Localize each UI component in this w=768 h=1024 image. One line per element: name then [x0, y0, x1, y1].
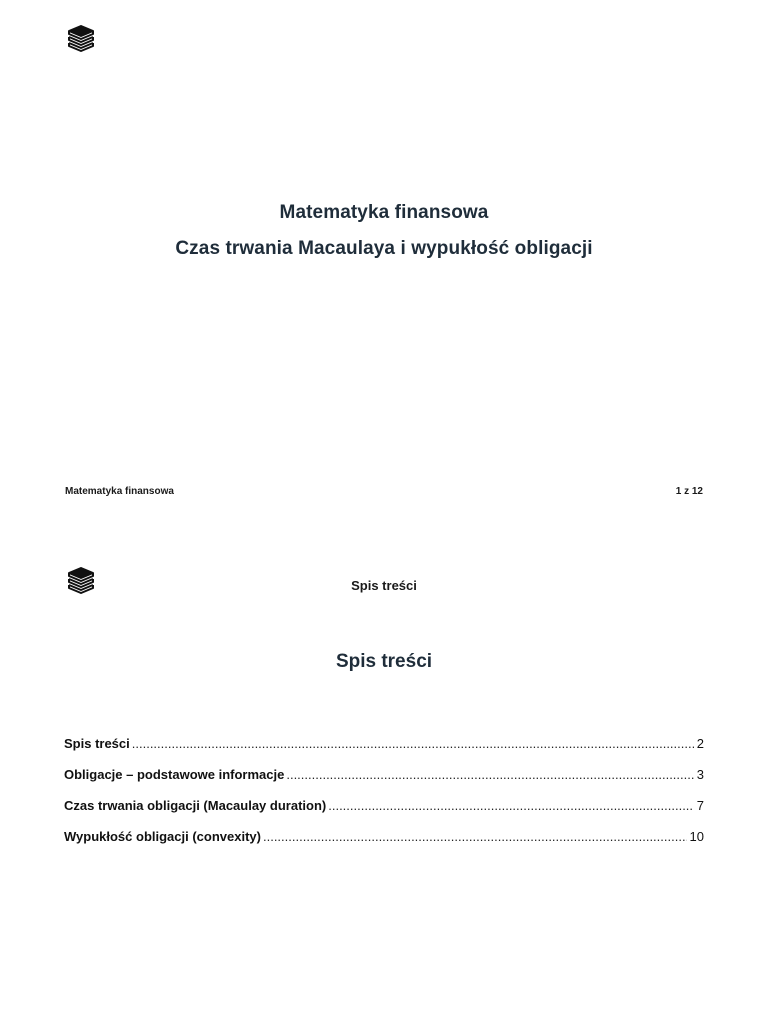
- toc-dot-leader: [132, 736, 694, 751]
- document-title: Matematyka finansowa: [279, 202, 489, 223]
- page-footer-title: Matematyka finansowa: [65, 486, 174, 497]
- toc-entry[interactable]: [64, 736, 704, 767]
- toc-entry-page[interactable]: 10: [689, 829, 704, 844]
- document-subtitle: Czas trwania Macaulaya i wypukłość obligacji: [175, 238, 593, 259]
- toc-entry-label[interactable]: Obligacje – podstawowe informacje: [64, 767, 285, 782]
- toc-entry-label[interactable]: Wypukłość obligacji (convexity): [64, 829, 261, 844]
- books-stack-icon: [66, 22, 96, 52]
- toc-entry-page[interactable]: 2: [696, 736, 704, 751]
- running-header: Spis treści: [351, 578, 417, 593]
- toc-entry[interactable]: [64, 767, 704, 798]
- toc-entry-label[interactable]: Spis treści: [64, 736, 130, 751]
- toc-entry-label[interactable]: Czas trwania obligacji (Macaulay duration): [64, 798, 327, 813]
- toc-entry[interactable]: [64, 829, 704, 860]
- toc-page: [0, 520, 768, 1024]
- toc-dot-leader: [263, 829, 687, 844]
- toc-entry-page[interactable]: 7: [696, 798, 704, 813]
- toc-entry-page[interactable]: 3: [696, 767, 704, 782]
- page-number: 1 z 12: [675, 486, 703, 497]
- toc-dot-leader: [286, 767, 693, 782]
- toc-dot-leader: [328, 798, 694, 813]
- table-of-contents: [64, 736, 704, 860]
- toc-heading: Spis treści: [335, 651, 433, 672]
- toc-entry[interactable]: [64, 798, 704, 829]
